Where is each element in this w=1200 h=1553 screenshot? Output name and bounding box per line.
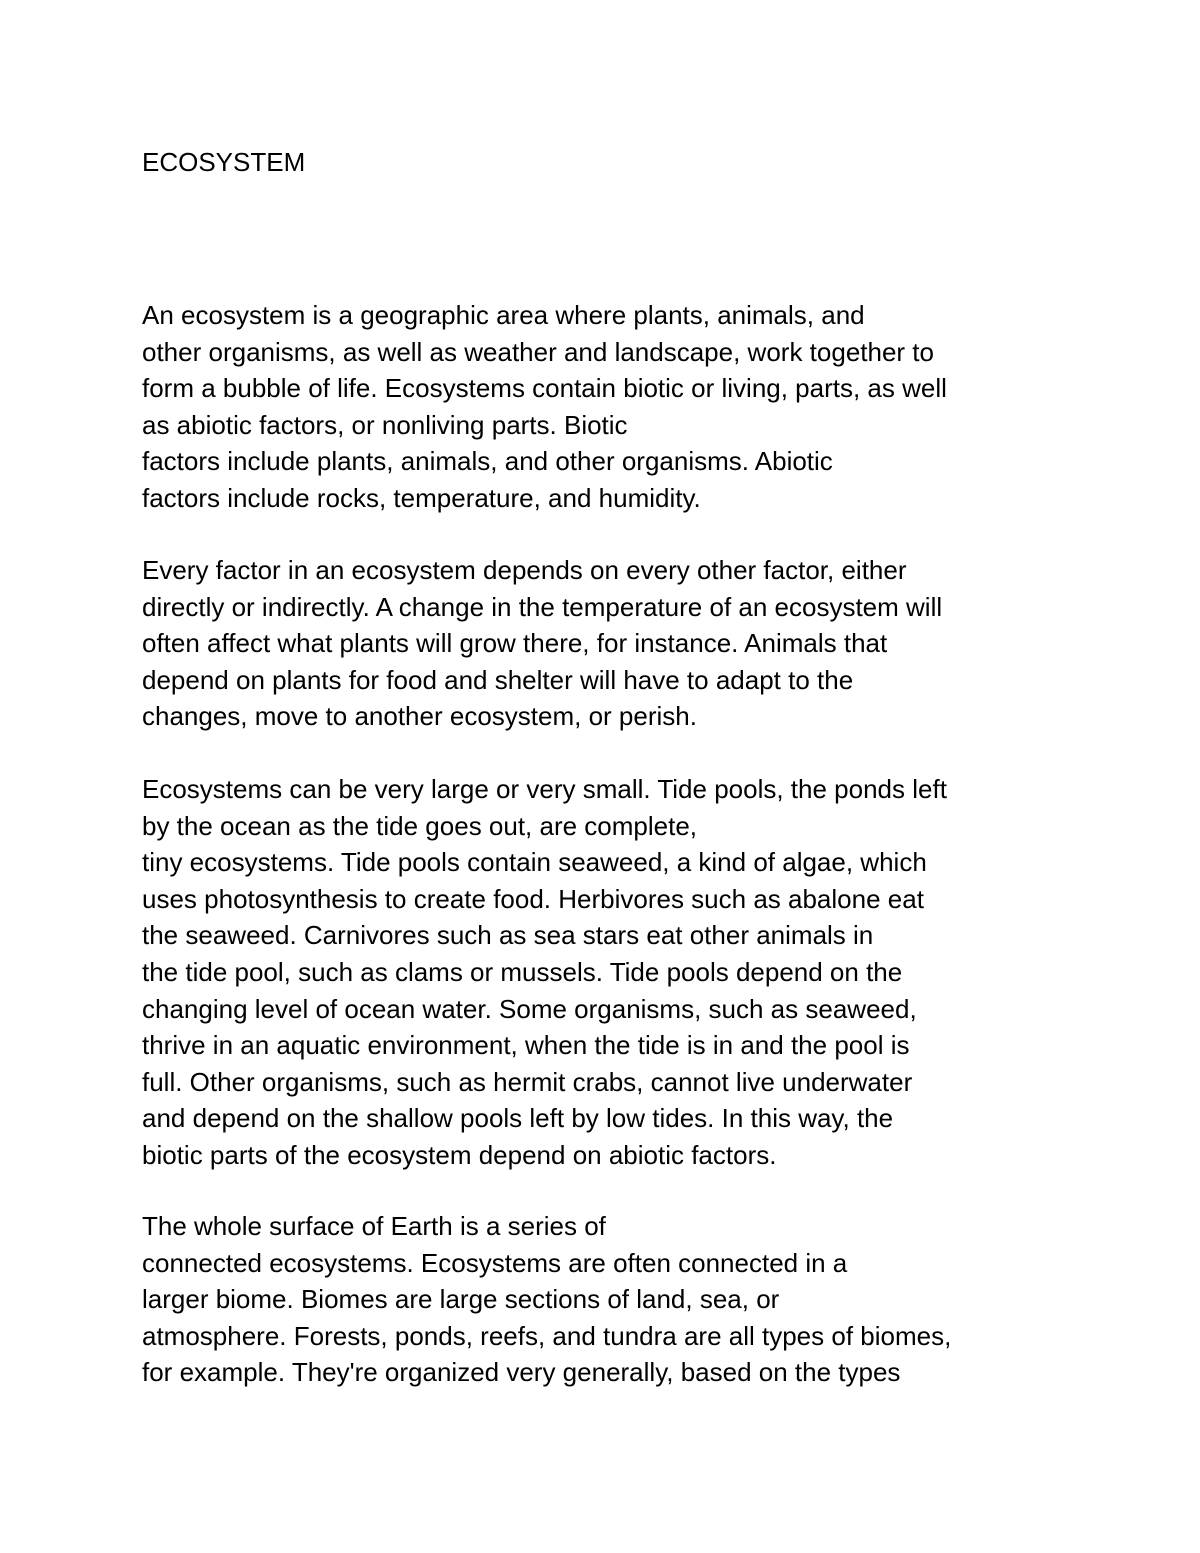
text-line: An ecosystem is a geographic area where plants, animals, and [142,300,865,330]
text-line: and depend on the shallow pools left by low tides. In this way, the [142,1103,894,1134]
text-line: the seaweed. Carnivores such as sea stars eat other animals in [142,920,874,951]
text-line: uses photosynthesis to create food. Herbivores such as abalone eat [142,883,924,914]
text-line: often affect what plants will grow there, for instance. Animals that [142,628,888,659]
document-title: ECOSYSTEM [142,147,306,177]
text-line: depend on plants for food and shelter will have to adapt to the [142,664,854,695]
paragraph-tide-pools [142,771,947,1174]
paragraph-factor-dependence [142,552,942,735]
text-line: biotic parts of the ecosystem depend on abiotic factors. [142,1139,777,1170]
paragraph-biomes [142,1208,951,1391]
text-line: Ecosystems can be very large or very small. Tide pools, the ponds left [142,774,947,804]
text-line: tiny ecosystems. Tide pools contain seaweed, a kind of algae, which [142,847,927,878]
text-line: atmosphere. Forests, ponds, reefs, and tundra are all types of biomes, [142,1320,952,1351]
text-line: directly or indirectly. A change in the temperature of an ecosystem will [142,591,943,622]
text-line: changes, move to another ecosystem, or perish. [142,701,697,732]
text-line: for example. They're organized very generally, based on the types [142,1357,901,1388]
text-line: as abiotic factors, or nonliving parts. Biotic [142,409,628,440]
text-line: factors include plants, animals, and other organisms. Abiotic [142,446,833,477]
paragraph-ecosystem-definition [142,297,947,517]
text-line: factors include rocks, temperature, and humidity. [142,482,701,513]
text-line: thrive in an aquatic environment, when the tide is in and the pool is [142,1030,910,1061]
text-line: full. Other organisms, such as hermit crabs, cannot live underwater [142,1066,913,1097]
text-line: form a bubble of life. Ecosystems contain biotic or living, parts, as well [142,373,947,404]
text-line: the tide pool, such as clams or mussels. Tide pools depend on the [142,956,903,987]
text-line: connected ecosystems. Ecosystems are often connected in a [142,1247,848,1278]
text-line: The whole surface of Earth is a series of [142,1211,606,1241]
text-line: by the ocean as the tide goes out, are complete, [142,810,698,841]
text-line: changing level of ocean water. Some organisms, such as seaweed, [142,993,917,1024]
text-line: other organisms, as well as weather and landscape, work together to [142,336,934,367]
text-line: larger biome. Biomes are large sections of land, sea, or [142,1284,780,1315]
text-line: Every factor in an ecosystem depends on every other factor, either [142,555,907,585]
